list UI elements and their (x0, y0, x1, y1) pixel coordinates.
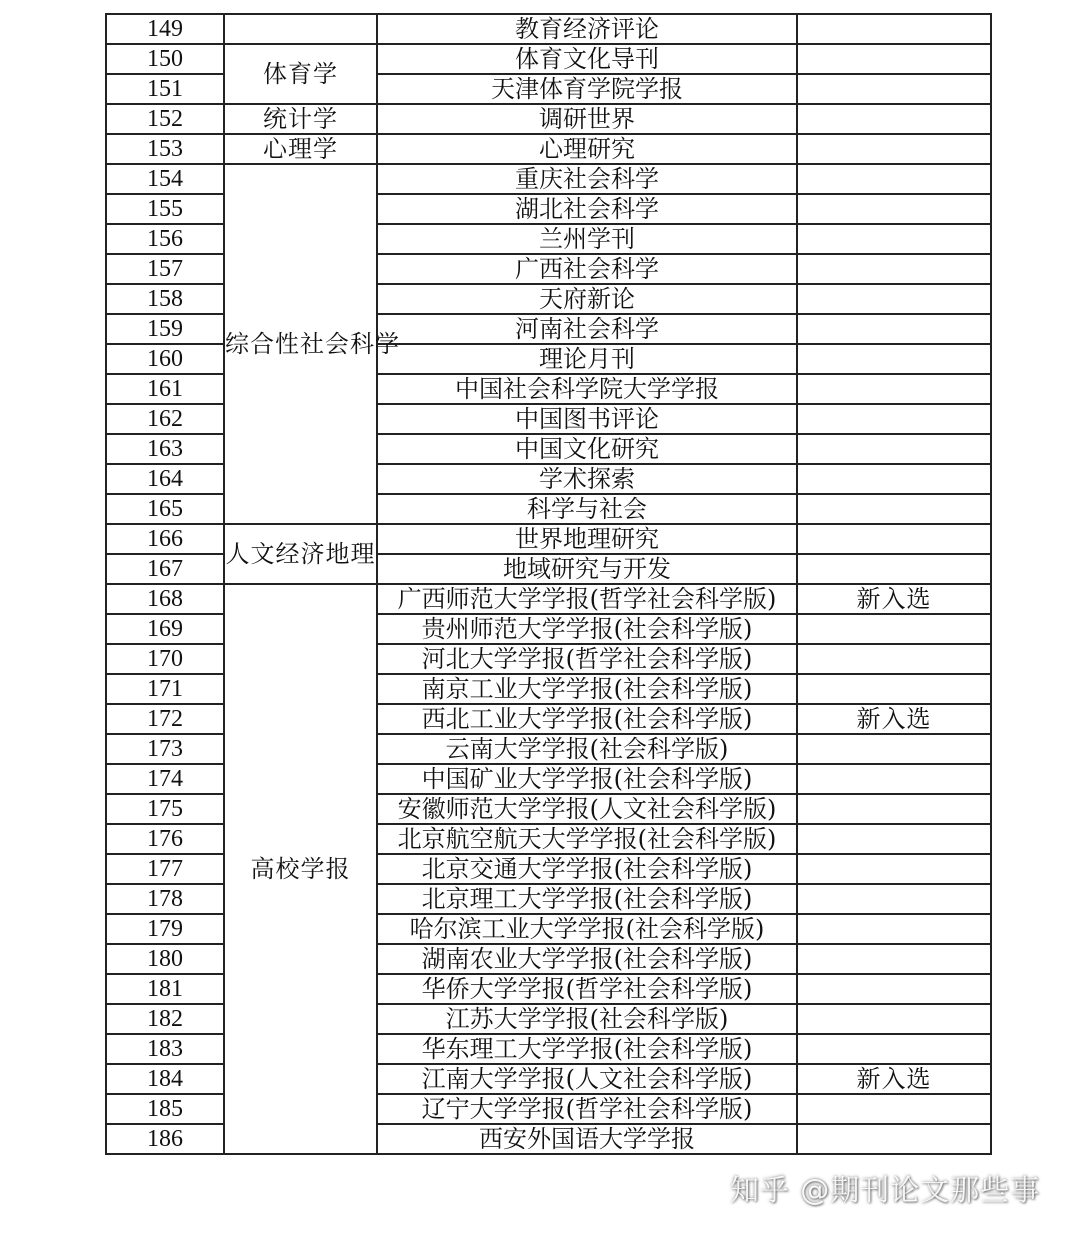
row-number-cell: 177 (106, 854, 224, 884)
note-cell (797, 104, 991, 134)
row-number-cell: 162 (106, 404, 224, 434)
category-cell: 体育学 (224, 44, 377, 104)
note-cell (797, 884, 991, 914)
journal-title-cell: 北京理工大学学报(社会科学版) (377, 884, 797, 914)
note-cell (797, 494, 991, 524)
row-number-cell: 170 (106, 644, 224, 674)
journal-title-cell: 贵州师范大学学报(社会科学版) (377, 614, 797, 644)
row-number-cell: 172 (106, 704, 224, 734)
note-cell (797, 854, 991, 884)
journal-title-cell: 河南社会科学 (377, 314, 797, 344)
note-cell (797, 914, 991, 944)
table-row (106, 164, 991, 194)
row-number-cell: 165 (106, 494, 224, 524)
journal-title-cell: 中国矿业大学学报(社会科学版) (377, 764, 797, 794)
row-number-cell: 186 (106, 1124, 224, 1154)
row-number-cell: 150 (106, 44, 224, 74)
journal-title-cell: 西北工业大学学报(社会科学版) (377, 704, 797, 734)
journal-title-cell: 河北大学学报(哲学社会科学版) (377, 644, 797, 674)
row-number-cell: 183 (106, 1034, 224, 1064)
note-cell (797, 1094, 991, 1124)
row-number-cell: 175 (106, 794, 224, 824)
note-cell (797, 74, 991, 104)
journal-title-cell: 辽宁大学学报(哲学社会科学版) (377, 1094, 797, 1124)
note-cell: 新入选 (797, 1064, 991, 1094)
row-number-cell: 159 (106, 314, 224, 344)
journal-title-cell: 华侨大学学报(哲学社会科学版) (377, 974, 797, 1004)
note-cell (797, 374, 991, 404)
note-cell (797, 464, 991, 494)
note-cell (797, 1034, 991, 1064)
note-cell (797, 794, 991, 824)
row-number-cell: 151 (106, 74, 224, 104)
journal-title-cell: 调研世界 (377, 104, 797, 134)
journal-title-cell: 科学与社会 (377, 494, 797, 524)
note-cell (797, 164, 991, 194)
journal-title-cell: 理论月刊 (377, 344, 797, 374)
journal-title-cell: 江南大学学报(人文社会科学版) (377, 1064, 797, 1094)
row-number-cell: 169 (106, 614, 224, 644)
note-cell: 新入选 (797, 704, 991, 734)
journal-title-cell: 安徽师范大学学报(人文社会科学版) (377, 794, 797, 824)
row-number-cell: 168 (106, 584, 224, 614)
row-number-cell: 178 (106, 884, 224, 914)
row-number-cell: 181 (106, 974, 224, 1004)
note-cell (797, 194, 991, 224)
row-number-cell: 152 (106, 104, 224, 134)
table-row (106, 104, 991, 134)
note-cell (797, 314, 991, 344)
row-number-cell: 185 (106, 1094, 224, 1124)
note-cell (797, 254, 991, 284)
table-row (106, 524, 991, 554)
note-cell (797, 404, 991, 434)
row-number-cell: 176 (106, 824, 224, 854)
note-cell (797, 554, 991, 584)
journal-title-cell: 中国图书评论 (377, 404, 797, 434)
row-number-cell: 153 (106, 134, 224, 164)
journal-title-cell: 哈尔滨工业大学学报(社会科学版) (377, 914, 797, 944)
note-cell (797, 974, 991, 1004)
note-cell (797, 944, 991, 974)
row-number-cell: 173 (106, 734, 224, 764)
row-number-cell: 184 (106, 1064, 224, 1094)
row-number-cell: 166 (106, 524, 224, 554)
journal-title-cell: 兰州学刊 (377, 224, 797, 254)
row-number-cell: 157 (106, 254, 224, 284)
note-cell (797, 434, 991, 464)
row-number-cell: 171 (106, 674, 224, 704)
journal-title-cell: 中国社会科学院大学学报 (377, 374, 797, 404)
journal-title-cell: 南京工业大学学报(社会科学版) (377, 674, 797, 704)
category-cell: 人文经济地理 (224, 524, 377, 584)
journal-title-cell: 北京航空航天大学学报(社会科学版) (377, 824, 797, 854)
note-cell (797, 734, 991, 764)
category-cell: 综合性社会科学 (224, 164, 377, 524)
note-cell (797, 224, 991, 254)
journal-title-cell: 天津体育学院学报 (377, 74, 797, 104)
row-number-cell: 149 (106, 14, 224, 44)
journal-title-cell: 天府新论 (377, 284, 797, 314)
journal-title-cell: 江苏大学学报(社会科学版) (377, 1004, 797, 1034)
table-row (106, 14, 991, 44)
journal-title-cell: 重庆社会科学 (377, 164, 797, 194)
note-cell (797, 44, 991, 74)
watermark-text: 知乎 @期刊论文那些事 (730, 1173, 1041, 1207)
category-cell: 心理学 (224, 134, 377, 164)
row-number-cell: 154 (106, 164, 224, 194)
row-number-cell: 160 (106, 344, 224, 374)
row-number-cell: 163 (106, 434, 224, 464)
journal-title-cell: 体育文化导刊 (377, 44, 797, 74)
table-row (106, 44, 991, 74)
journal-title-cell: 心理研究 (377, 134, 797, 164)
row-number-cell: 167 (106, 554, 224, 584)
row-number-cell: 164 (106, 464, 224, 494)
note-cell (797, 284, 991, 314)
note-cell (797, 1004, 991, 1034)
journal-title-cell: 西安外国语大学学报 (377, 1124, 797, 1154)
journal-title-cell: 北京交通大学学报(社会科学版) (377, 854, 797, 884)
journal-title-cell: 世界地理研究 (377, 524, 797, 554)
note-cell (797, 764, 991, 794)
category-cell: 高校学报 (224, 584, 377, 1154)
note-cell (797, 14, 991, 44)
note-cell (797, 644, 991, 674)
row-number-cell: 180 (106, 944, 224, 974)
row-number-cell: 158 (106, 284, 224, 314)
journal-title-cell: 湖南农业大学学报(社会科学版) (377, 944, 797, 974)
journal-title-cell: 教育经济评论 (377, 14, 797, 44)
row-number-cell: 179 (106, 914, 224, 944)
note-cell (797, 134, 991, 164)
note-cell (797, 824, 991, 854)
journal-title-cell: 云南大学学报(社会科学版) (377, 734, 797, 764)
row-number-cell: 161 (106, 374, 224, 404)
journal-title-cell: 地域研究与开发 (377, 554, 797, 584)
table-row (106, 134, 991, 164)
journal-title-cell: 中国文化研究 (377, 434, 797, 464)
table-body (106, 14, 991, 1154)
note-cell (797, 524, 991, 554)
category-cell: 统计学 (224, 104, 377, 134)
category-cell (224, 14, 377, 44)
note-cell (797, 1124, 991, 1154)
journal-title-cell: 湖北社会科学 (377, 194, 797, 224)
note-cell (797, 674, 991, 704)
note-cell (797, 344, 991, 374)
table-row (106, 584, 991, 614)
journal-title-cell: 广西师范大学学报(哲学社会科学版) (377, 584, 797, 614)
row-number-cell: 182 (106, 1004, 224, 1034)
row-number-cell: 156 (106, 224, 224, 254)
row-number-cell: 155 (106, 194, 224, 224)
journal-title-cell: 广西社会科学 (377, 254, 797, 284)
row-number-cell: 174 (106, 764, 224, 794)
note-cell (797, 614, 991, 644)
journal-list-table (105, 13, 992, 1155)
journal-title-cell: 华东理工大学学报(社会科学版) (377, 1034, 797, 1064)
journal-title-cell: 学术探索 (377, 464, 797, 494)
note-cell: 新入选 (797, 584, 991, 614)
